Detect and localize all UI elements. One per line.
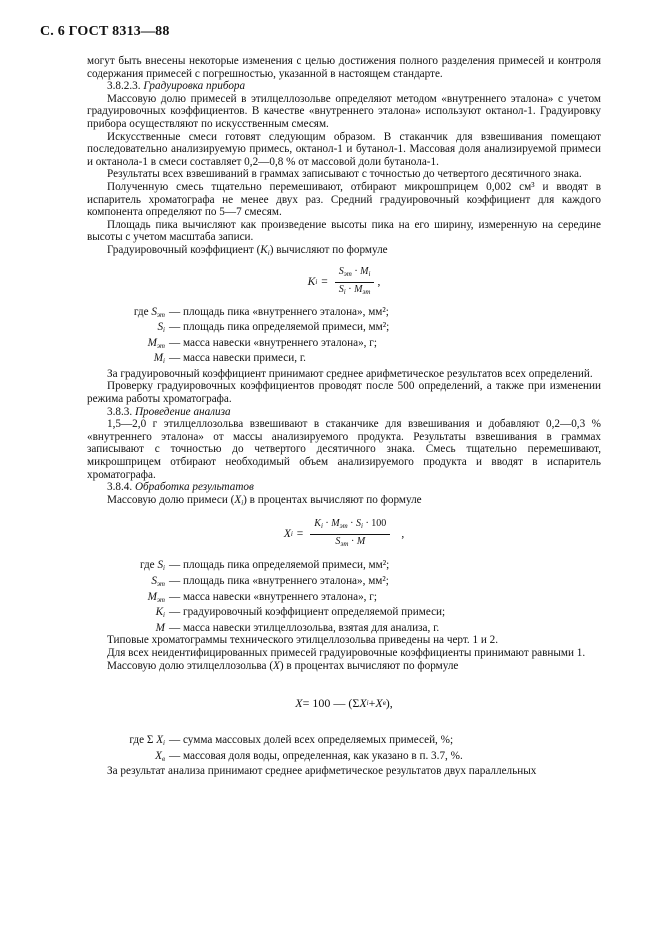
definition-row: $M_{эт}$ — масса навески «внутреннего эталона», г; [147, 336, 377, 350]
definition-row: $X_в$ — массовая доля воды, определенная, как указано в п. 3.7, %. [155, 749, 463, 763]
formula-main-substance: X = 100 — (Σ X i + X в ), [295, 695, 393, 710]
definition-row: где $S_i$ — площадь пика определяемой примеси, мм²; [139, 559, 390, 573]
paragraph: Массовую долю этилцеллозольва (X) в процентах вычисляют по формуле [107, 659, 459, 672]
section-title: Проведение анализа [134, 405, 231, 418]
variable-x: X [273, 659, 280, 672]
definition-row: M — масса навески этилцеллозольва, взятая для анализа, г. [155, 621, 440, 634]
section-heading-3-8-2-3 [87, 80, 601, 93]
fraction-denominator: $S_{эт} \cdot M$ [335, 535, 366, 548]
section-heading-3-8-3 [87, 406, 601, 419]
paragraph-continuation: могут быть внесены некоторые изменения с целью достижения полного разделения примесей и контроля содержания примесей с погрешностью, указанной в настоящем стандарте. [87, 55, 601, 80]
formula3-definitions [87, 734, 601, 765]
fraction [335, 266, 375, 298]
formula1-definitions [87, 306, 601, 368]
section-number: 3.8.3. [107, 405, 133, 418]
definition-row: $S_{эт}$ — площадь пика «внутреннего эталона», мм²; [151, 575, 389, 588]
section-number: 3.8.2.3. [107, 80, 141, 93]
paragraph: Искусственные смеси готовят следующим образом. В стаканчик для взвешивания помещают последовательно анализируемую примесь, октанол-1 и бутанол-1. Массовая доля анализируемой примеси и октанола-1 в смеси составляет 0,2—0,8 % от массовой доли бутанола-1. [87, 130, 601, 168]
paragraph: Типовые хроматограммы технического этилцеллозольва приведены на черт. 1 и 2. [107, 634, 499, 647]
variable-k: $K_i$ [260, 243, 270, 257]
section-title: Градуировка прибора [143, 80, 246, 93]
formula2-definitions [87, 559, 601, 634]
fraction-denominator: $S_i \cdot M_{эт}$ [338, 284, 371, 296]
paragraph: Полученную смесь тщательно перемешивают, отбирают микрошприцем 0,002 см³ и вводят в испаритель хроматографа не менее двух раз. Средний градуировочный коэффициент для каждого компонента определяют по 5—7 смесям. [87, 180, 601, 219]
paragraph: Массовую долю примесей в этилцеллозольве определяют методом «внутреннего эталона» с учетом градуировочных коэффициентов. В качестве «внутреннего эталона» используют октанол-1. Градуировку прибора осуществляют по искусственным смесям. [87, 92, 601, 130]
paragraph: Площадь пика вычисляют как произведение высоты пика на его ширину, измеренную на середине высоты с учетом масштаба записи. [87, 218, 601, 244]
definition-row: $S_i$ — площадь пика определяемой примеси, мм²; [157, 321, 390, 335]
fraction [310, 518, 390, 550]
paragraph: Для всех неидентифицированных примесей градуировочные коэффициенты принимают равными 1. [107, 646, 586, 659]
paragraph: За градуировочный коэффициент принимают среднее арифметическое результатов всех определений. [107, 367, 593, 380]
fraction-numerator: $K_i \cdot M_{эт} \cdot S_i \cdot 100$ [310, 518, 390, 535]
page-header: С. 6 ГОСТ 8313—88 [40, 24, 170, 39]
paragraph: Результаты всех взвешиваний в граммах записывают с точностью до четвертого десятичного знака. [107, 168, 582, 181]
fraction-numerator: $S_{эт} \cdot M_i$ [335, 266, 375, 283]
definition-row: где Σ $X_i$ — сумма массовых долей всех определяемых примесей, %; [129, 734, 454, 748]
variable-x: $X_i$ [234, 493, 244, 507]
paragraph: Массовую долю примеси $(X_i)$ в процентах вычисляют по формуле [107, 493, 422, 507]
paragraph: 1,5—2,0 г этилцеллозольва взвешивают в стаканчике для взвешивания и добавляют 0,2—0,3 % «внутреннего эталона» от массы анализируемого продукта. Результаты взвешивания в граммах записывают с точностью до четвертого десятичного знака. Смесь тщательно перемешивают, микрошприцем отбирают необходимый объем анализируемого продукта и вводят в испаритель хроматографа. [87, 418, 601, 481]
document-body [87, 55, 601, 778]
paragraph: Градуировочный коэффициент $(K_i)$ вычисляют по формуле [107, 243, 388, 257]
paragraph: Проверку градуировочных коэффициентов проводят после 500 определений, а также при изменении режима работы хроматографа. [87, 380, 601, 406]
formula-impurity-mass-fraction: X i = $\frac{K_i \cdot M_{эт} \cdot S_i \cdot 100}{S_{эт} \cdot M}$ , [87, 509, 601, 559]
section-title: Обработка результатов [134, 481, 254, 494]
paragraph: За результат анализа принимают среднее арифметическое результатов двух параллельных [107, 765, 537, 778]
formula-calibration-coefficient: K i = $\frac{S_{эт} \cdot M_i}{S_i \cdot M_{эт}}$ , [87, 260, 601, 306]
definition-row: $M_{эт}$ — масса навески «внутреннего эталона», г; [147, 590, 377, 604]
definition-row: где $S_{эт}$ — площадь пика «внутреннего эталона», мм²; [133, 305, 389, 319]
section-number: 3.8.4. [107, 481, 133, 494]
section-heading-3-8-4 [87, 481, 601, 494]
definition-row: $M_i$ — масса навески примеси, г. [153, 352, 306, 366]
definition-row: $K_i$ — градуировочный коэффициент определяемой примеси; [155, 606, 446, 620]
